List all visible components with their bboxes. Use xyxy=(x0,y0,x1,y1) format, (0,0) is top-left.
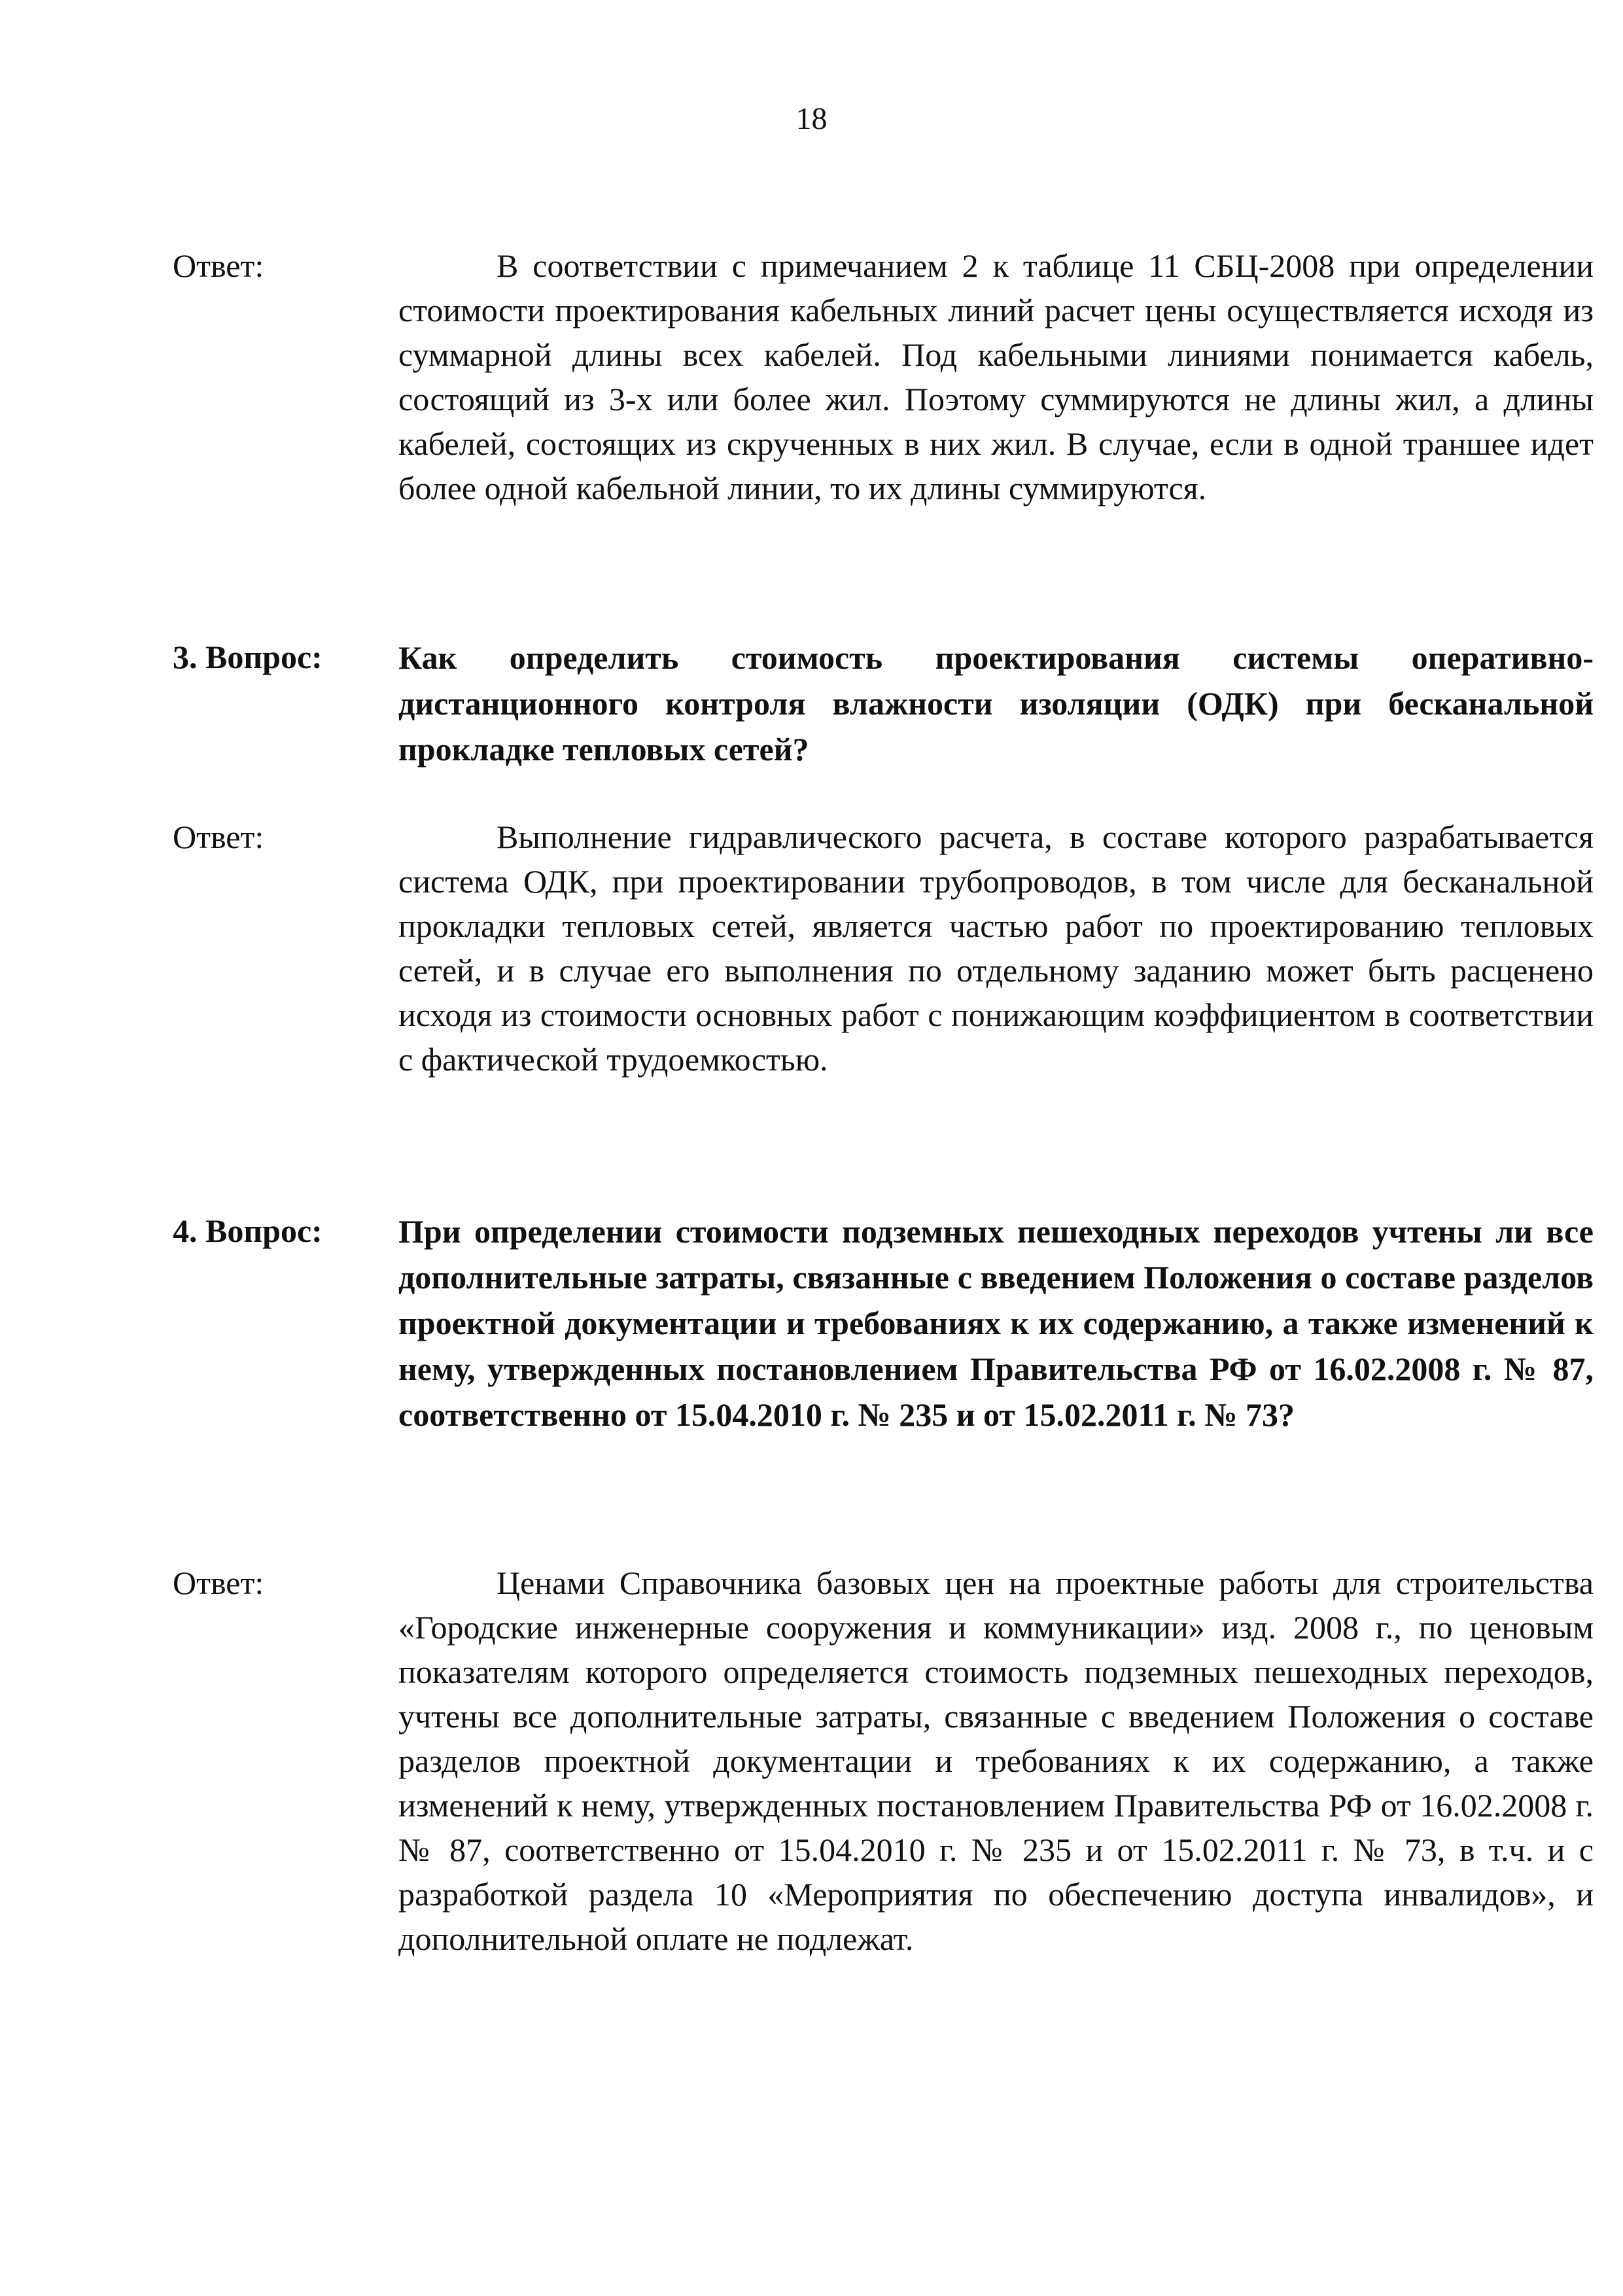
answer-text: Выполнение гидравлического расчета, в составе которого разрабатывается система ОДК, при проектировании трубопроводов, в том числе для бесканальной прокладки тепловых сетей, является частью работ по проектированию тепловых сетей, и в случае его выполнения по отдельному заданию может быть расценено исходя из стоимости основных работ с понижающим коэффициентом в соответствии с фактической трудоемкостью. xyxy=(398,819,1594,1078)
page-number: 18 xyxy=(795,101,828,136)
question-text: При определении стоимости подземных пешеходных переходов учтены ли все дополнительные затраты, связанные с введением Положения о составе разделов проектной документации и требованиях к их содержанию, а также изменений к нему, утвержденных постановлением Правительства РФ от 16.02.2008 г. № 87, соответственно от 15.04.2010 г. № 235 и от 15.02.2011 г. № 73? xyxy=(398,1213,1594,1433)
answer-block-3 xyxy=(173,815,1594,1082)
answer-label: Ответ: xyxy=(173,819,264,855)
question-block-3 xyxy=(173,635,1594,772)
answer-label: Ответ: xyxy=(173,247,264,284)
answer-text: Ценами Справочника базовых цен на проектные работы для строительства «Городские инженерные сооружения и коммуникации» изд. 2008 г., по ценовым показателям которого определяется стоимость подземных пешеходных переходов, учтены все дополнительные затраты, связанные с введением Положения о составе разделов проектной документации и требованиях к их содержанию, а также изменений к нему, утвержденных постановлением Правительства РФ от 16.02.2008 г. № 87, соответственно от 15.04.2010 г. № 235 и от 15.02.2011 г. № 73, в т.ч. и с разработкой раздела 10 «Мероприятия по обеспечению доступа инвалидов», и дополнительной оплате не подлежат. xyxy=(398,1564,1594,1957)
question-label: 4. Вопрос: xyxy=(173,1212,323,1249)
answer-block-1 xyxy=(173,243,1594,510)
answer-label: Ответ: xyxy=(173,1564,264,1601)
question-text: Как определить стоимость проектирования системы оперативно-дистанционного контроля влажности изоляции (ОДК) при бесканальной прокладке тепловых сетей? xyxy=(398,639,1594,768)
question-block-4 xyxy=(173,1209,1594,1438)
question-label: 3. Вопрос: xyxy=(173,639,323,675)
answer-text: В соответствии с примечанием 2 к таблице 11 СБЦ-2008 при определении стоимости проектирования кабельных линий расчет цены осуществляется исходя из суммарной длины всех кабелей. Под кабельными линиями понимается кабель, состоящий из 3-х или более жил. Поэтому суммируются не длины жил, а длины кабелей, состоящих из скрученных в них жил. В случае, если в одной траншее идет более одной кабельной линии, то их длины суммируются. xyxy=(398,247,1594,506)
answer-block-4 xyxy=(173,1561,1594,1961)
